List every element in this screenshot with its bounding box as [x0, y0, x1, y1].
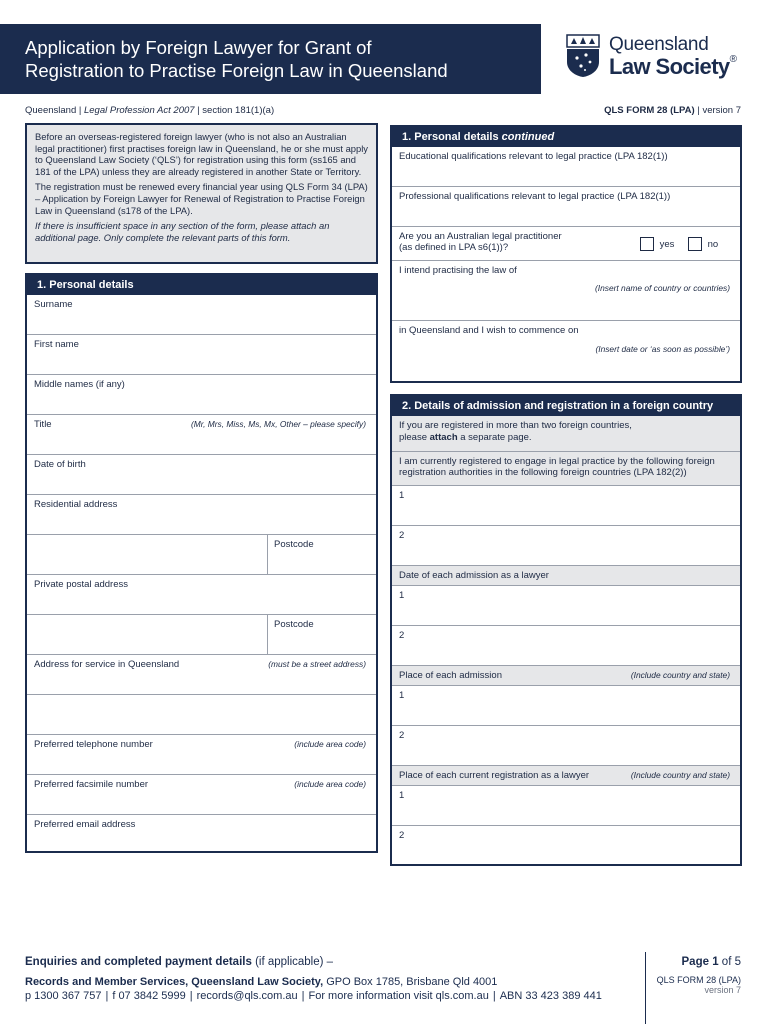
- intro-paragraph-3: If there is insufficient space in any section of the form, please attach an additional page. Only complete the relevant parts of this form.: [35, 220, 330, 243]
- current-registration-line-2: registration authorities in the following foreign countries (LPA 182(2)): [399, 467, 687, 478]
- footer-form-code: [657, 975, 741, 995]
- footer-form-code-text: QLS FORM 28 (LPA): [656, 975, 741, 985]
- place-of-registration-hint: (Include country and state): [630, 770, 730, 780]
- enquiries-rest: (if applicable) –: [251, 956, 334, 968]
- place-of-registration-2[interactable]: [392, 826, 740, 864]
- note-line-1: If you are registered in more than two foreign countries,: [399, 420, 632, 431]
- postal-address-label: Private postal address: [34, 579, 128, 590]
- intend-practising-label: I intend practising the law of: [399, 265, 517, 276]
- enquiries-bold: Enquiries and completed payment details: [25, 956, 252, 968]
- registered-mark: ®: [729, 54, 737, 65]
- form-version: | version 7: [694, 105, 741, 116]
- telephone-field[interactable]: [27, 735, 376, 775]
- place-of-admission-1[interactable]: [392, 686, 740, 726]
- current-registration-statement: [392, 452, 740, 486]
- page-word: Page: [681, 956, 713, 968]
- australian-practitioner-label-1: Are you an Australian legal practitioner: [399, 231, 562, 242]
- no-label: no: [707, 238, 719, 250]
- commence-date-label: in Queensland and I wish to commence on: [399, 325, 579, 336]
- footer-email-link[interactable]: records@qls.com.au: [196, 990, 298, 1002]
- qls-logo: [566, 34, 756, 80]
- title-field[interactable]: [27, 415, 376, 455]
- entry-number: 1: [399, 690, 405, 701]
- service-address-field[interactable]: [27, 655, 376, 695]
- residential-address-line-2: [27, 535, 376, 575]
- professional-qualifications-field[interactable]: [392, 187, 740, 227]
- page-number: [682, 956, 741, 968]
- logo-text-law-society-name: Law Society: [609, 54, 730, 79]
- no-option: [688, 237, 718, 251]
- entry-number: 1: [399, 590, 405, 601]
- more-info-text: For more information visit: [308, 990, 436, 1002]
- page-total: of 5: [718, 956, 741, 968]
- professional-qualifications-label: Professional qualifications relevant to legal practice (LPA 182(1)): [399, 191, 671, 202]
- place-of-registration-label: Place of each current registration as a lawyer: [399, 770, 590, 781]
- commence-date-field[interactable]: [392, 321, 740, 381]
- postal-postcode-field[interactable]: [268, 615, 376, 654]
- date-of-birth-field[interactable]: [27, 455, 376, 495]
- residential-postcode-label: Postcode: [274, 539, 314, 550]
- service-address-label: Address for service in Queensland: [34, 659, 180, 670]
- intend-practising-hint: (Insert name of country or countries): [595, 283, 730, 293]
- facsimile-label: Preferred facsimile number: [34, 779, 149, 790]
- residential-postcode-field[interactable]: [268, 535, 376, 574]
- postal-address-line-2: [27, 615, 376, 655]
- yes-label: yes: [659, 238, 675, 250]
- postal-postcode-label: Postcode: [274, 619, 314, 630]
- yes-option: [640, 237, 674, 251]
- section-heading: 1. Personal details: [27, 275, 376, 295]
- section-heading-continued: [392, 127, 740, 147]
- admission-date-2[interactable]: [392, 626, 740, 666]
- postal-address-continued[interactable]: [27, 615, 268, 654]
- place-of-admission-2[interactable]: [392, 726, 740, 766]
- crest-icon: [566, 34, 600, 78]
- educational-qualifications-label: Educational qualifications relevant to legal practice (LPA 182(1)): [399, 151, 668, 162]
- separator: |: [301, 990, 305, 1002]
- yes-checkbox[interactable]: [640, 237, 654, 251]
- note-please: please: [399, 431, 430, 443]
- date-of-birth-label: Date of birth: [34, 459, 86, 470]
- no-checkbox[interactable]: [688, 237, 702, 251]
- place-of-admission-label: Place of each admission: [399, 670, 502, 681]
- form-title-bar: [0, 24, 541, 94]
- footer-version: version 7: [704, 985, 741, 995]
- logo-text-queensland: Queensland: [609, 34, 709, 55]
- admission-date-1[interactable]: [392, 586, 740, 626]
- records-rest: GPO Box 1785, Brisbane Qld 4001: [323, 976, 498, 988]
- residential-address-field[interactable]: [27, 495, 376, 535]
- legislation-reference: [25, 105, 274, 116]
- separator: |: [492, 990, 496, 1002]
- admission-date-heading: [392, 566, 740, 586]
- separator: |: [189, 990, 193, 1002]
- entry-number: 2: [399, 530, 405, 541]
- note-line-2: [399, 432, 733, 444]
- enquiries-heading: [25, 956, 333, 968]
- entry-number: 1: [399, 790, 405, 801]
- contact-line: [25, 990, 602, 1002]
- telephone-hint: (include area code): [294, 739, 366, 749]
- jurisdiction-text: Queensland |: [25, 105, 84, 116]
- separator: |: [105, 990, 109, 1002]
- section-2-heading: 2. Details of admission and registration in a foreign country: [392, 396, 740, 416]
- title-label: Title: [34, 419, 52, 430]
- act-name: Legal Profession Act 2007: [83, 105, 195, 116]
- section-personal-details-continued: [390, 125, 742, 383]
- note-separate-page: a separate page.: [457, 431, 532, 443]
- website-link[interactable]: qls.com.au: [435, 990, 489, 1002]
- multiple-countries-note: [392, 416, 740, 452]
- place-of-admission-hint: (Include country and state): [630, 670, 730, 680]
- note-attach: attach: [429, 431, 458, 443]
- records-bold: Records and Member Services, Queensland Law Society,: [25, 976, 324, 988]
- intend-practising-field[interactable]: [392, 261, 740, 321]
- service-address-continued[interactable]: [27, 695, 376, 735]
- middle-names-label: Middle names (if any): [34, 379, 125, 390]
- records-address: [25, 976, 497, 988]
- form-title-line-2: Registration to Practise Foreign Law in Queensland: [25, 60, 448, 81]
- footer-fax: f 07 3842 5999: [112, 990, 186, 1002]
- residential-address-continued[interactable]: [27, 535, 268, 574]
- footer-abn: ABN 33 423 389 441: [499, 990, 602, 1002]
- section-heading-text: 1. Personal details: [402, 131, 502, 143]
- service-address-hint: (must be a street address): [268, 659, 366, 669]
- surname-field[interactable]: [27, 295, 376, 335]
- footer-phone: p 1300 367 757: [25, 990, 102, 1002]
- entry-number: 2: [399, 830, 405, 841]
- intro-paragraph-1: Before an overseas-registered foreign lawyer (who is not also an Australian legal practitioner) first practises foreign law in Queensland, he or she must apply to Queensland Law Society (‘QLS’) for registration using this form (ss165 and 181 of the LPA) unless they are already registered in another State or Territory.: [35, 131, 368, 177]
- place-of-admission-heading: [392, 666, 740, 686]
- place-of-registration-heading: [392, 766, 740, 786]
- telephone-label: Preferred telephone number: [34, 739, 153, 750]
- entry-number: 2: [399, 730, 405, 741]
- surname-label: Surname: [34, 299, 73, 310]
- entry-number: 1: [399, 490, 405, 501]
- section-admission-registration: [390, 394, 742, 866]
- footer-divider: [645, 952, 646, 1024]
- australian-practitioner-label-2: (as defined in LPA s6(1))?: [399, 242, 509, 253]
- form-code-header: [604, 105, 741, 116]
- section-ref: | section 181(1)(a): [194, 105, 275, 116]
- registration-authority-1[interactable]: [392, 486, 740, 526]
- middle-names-field[interactable]: [27, 375, 376, 415]
- postal-address-field[interactable]: [27, 575, 376, 615]
- first-name-label: First name: [34, 339, 79, 350]
- intro-paragraph-2: The registration must be renewed every financial year using QLS Form 34 (LPA) – Application by Foreign Lawyer for Renewal of Registration to Practise Foreign Law in Queensland (s178 of the LPA).: [35, 181, 368, 216]
- educational-qualifications-field[interactable]: [392, 147, 740, 187]
- registration-authority-2[interactable]: [392, 526, 740, 566]
- section-personal-details: [25, 273, 378, 853]
- facsimile-hint: (include area code): [294, 779, 366, 789]
- entry-number: 2: [399, 630, 405, 641]
- email-label: Preferred email address: [34, 819, 136, 830]
- title-hint: (Mr, Mrs, Miss, Ms, Mx, Other – please specify): [191, 419, 366, 429]
- facsimile-field[interactable]: [27, 775, 376, 815]
- residential-address-label: Residential address: [34, 499, 118, 510]
- first-name-field[interactable]: [27, 335, 376, 375]
- admission-date-label: Date of each admission as a lawyer: [399, 570, 549, 581]
- form-code: QLS FORM 28 (LPA): [604, 105, 695, 116]
- form-title-line-1: Application by Foreign Lawyer for Grant of: [25, 37, 372, 58]
- logo-text-law-society: [609, 54, 736, 80]
- commence-date-hint: (Insert date or ‘as soon as possible’): [595, 344, 730, 354]
- intro-notice-box: [25, 123, 378, 264]
- email-field[interactable]: [27, 815, 376, 851]
- current-registration-line-1: I am currently registered to engage in legal practice by the following foreign: [399, 456, 715, 467]
- australian-practitioner-question: [392, 227, 740, 261]
- place-of-registration-1[interactable]: [392, 786, 740, 826]
- page-current: 1: [712, 956, 719, 968]
- continued-label: continued: [501, 131, 555, 143]
